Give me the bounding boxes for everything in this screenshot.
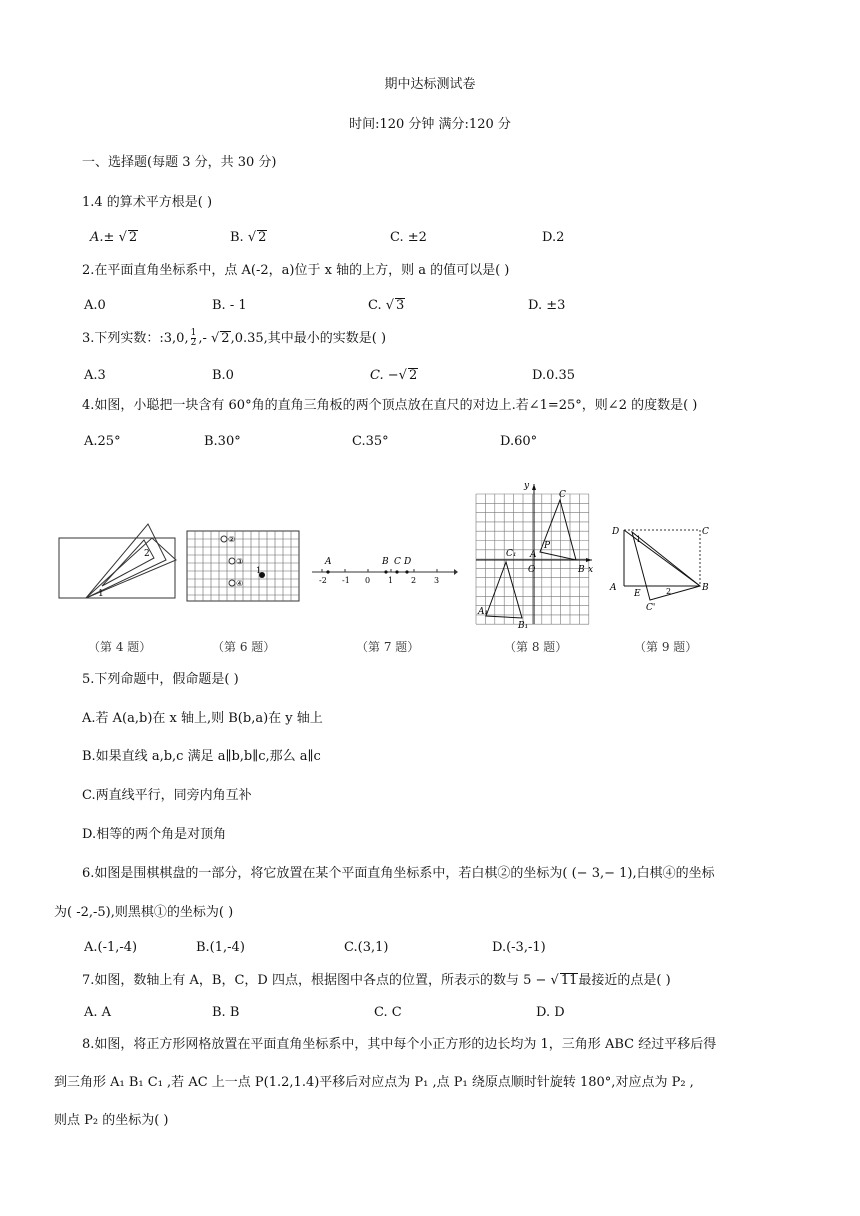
q7-stem: 7.如图，数轴上有 A，B，C，D 四点，根据图中各点的位置，所表示的数与 5 − √ 11最接近的点是( ) bbox=[82, 973, 671, 988]
q7-option-b: B. B bbox=[212, 1005, 240, 1020]
q2-option-d: D. ±3 bbox=[528, 298, 566, 313]
fig7-tick-label: 2 bbox=[411, 576, 417, 585]
fig8-label-p: P bbox=[544, 541, 551, 551]
fig7-tick-label: 3 bbox=[434, 576, 440, 585]
fig9-label-d: D bbox=[612, 527, 620, 537]
q3-option-d: D.0.35 bbox=[532, 368, 576, 383]
fig9-label-c: C bbox=[702, 527, 709, 537]
fig8-label-a1: A₁ bbox=[478, 607, 489, 617]
q2-stem: 2.在平面直角坐标系中，点 A(-2，a)位于 x 轴的上方，则 a 的值可以是( ) bbox=[82, 263, 510, 278]
q3-stem: 3.下列实数：:3,0, $\frac{1}{2}$ ,- √ 2,0.35,其中最小的实数是( ) bbox=[82, 328, 387, 348]
page-subtitle: 时间:120 分钟 满分:120 分 bbox=[349, 117, 511, 132]
fig6-label-2: ② bbox=[228, 535, 236, 544]
q6-line1: 6.如图是围棋棋盘的一部分，将它放置在某个平面直角坐标系中，若白棋②的坐标为( (− 3,− 1),白棋④的坐标 bbox=[82, 866, 715, 881]
q5-option-b: B.如果直线 a,b,c 满足 a∥b,b∥c,那么 a∥c bbox=[82, 749, 321, 764]
fig9-label-e: E bbox=[634, 589, 641, 599]
q3-option-c: C. −√ 2 bbox=[370, 368, 418, 383]
fig8-label-b: B bbox=[578, 565, 585, 575]
figure-4 bbox=[58, 520, 178, 600]
q1-stem: 1.4 的算术平方根是( ) bbox=[82, 195, 213, 210]
fig4-label-1: 1 bbox=[98, 589, 104, 599]
q3-option-a: A.3 bbox=[84, 368, 106, 383]
q7-option-c: C. C bbox=[374, 1005, 402, 1020]
fig4-label-2: 2 bbox=[144, 549, 150, 559]
figure-6 bbox=[186, 530, 300, 602]
q2-option-a: A.0 bbox=[84, 298, 106, 313]
q2-option-b: B. - 1 bbox=[212, 298, 247, 313]
fig7-tick-label: -2 bbox=[319, 576, 327, 585]
q1-option-a: A.± √ 2 bbox=[90, 230, 138, 245]
fig8-label-a: A bbox=[530, 550, 537, 560]
caption-fig9: （第 9 题） bbox=[634, 640, 698, 654]
fig9-label-c-prime: C' bbox=[646, 603, 656, 612]
fig9-label-2: 2 bbox=[666, 587, 672, 596]
q1-option-b: B. √ 2 bbox=[230, 230, 267, 245]
fig7-point-b: B bbox=[382, 557, 389, 567]
q7-option-a: A. A bbox=[84, 1005, 112, 1020]
q4-option-a: A.25° bbox=[84, 434, 121, 449]
fig8-label-c: C bbox=[559, 490, 566, 500]
caption-fig6: （第 6 题） bbox=[212, 640, 276, 654]
q4-option-b: B.30° bbox=[204, 434, 241, 449]
q6-option-c: C.(3,1) bbox=[344, 940, 389, 955]
fig8-label-b1: B₁ bbox=[518, 621, 529, 630]
fig9-label-b: B bbox=[702, 583, 709, 593]
q2-option-c: C. √ 3 bbox=[368, 298, 405, 313]
q1-option-d: D.2 bbox=[542, 230, 565, 245]
fig8-label-c1: C₁ bbox=[506, 549, 517, 559]
q5-stem: 5.下列命题中，假命题是( ) bbox=[82, 672, 239, 687]
q5-option-c: C.两直线平行，同旁内角互补 bbox=[82, 788, 252, 803]
q1-option-c: C. ±2 bbox=[390, 230, 427, 245]
q8-line1: 8.如图，将正方形网格放置在平面直角坐标系中，其中每个小正方形的边长均为 1，三角形 ABC 经过平移后得 bbox=[82, 1037, 717, 1052]
page-title: 期中达标测试卷 bbox=[384, 77, 476, 92]
fig7-tick-label: -1 bbox=[342, 576, 350, 585]
q3-option-b: B.0 bbox=[212, 368, 234, 383]
white-stone-4 bbox=[229, 580, 235, 586]
fig8-label-y: y bbox=[524, 481, 530, 491]
fig9-label-1: 1 bbox=[636, 535, 642, 544]
fig7-tick-label: 1 bbox=[388, 576, 394, 585]
q7-option-d: D. D bbox=[536, 1005, 565, 1020]
fig6-label-3: ③ bbox=[236, 557, 244, 566]
fig8-label-x: x bbox=[588, 565, 594, 575]
section-heading: 一、选择题(每题 3 分，共 30 分) bbox=[82, 155, 277, 170]
fig7-point-d: D bbox=[404, 557, 412, 567]
q6-line2: 为( -2,-5),则黑棋①的坐标为( ) bbox=[54, 905, 234, 920]
fig7-point-a: A bbox=[325, 557, 332, 567]
caption-fig4: （第 4 题） bbox=[88, 640, 152, 654]
caption-fig8: （第 8 题） bbox=[504, 640, 568, 654]
fig6-label-1: 1 bbox=[256, 566, 262, 575]
figure-8 bbox=[466, 480, 600, 630]
q5-option-a: A.若 A(a,b)在 x 轴上,则 B(b,a)在 y 轴上 bbox=[82, 711, 323, 726]
q4-option-d: D.60° bbox=[500, 434, 538, 449]
caption-fig7: （第 7 题） bbox=[356, 640, 420, 654]
q6-option-a: A.(-1,-4) bbox=[84, 940, 138, 955]
white-stone-3 bbox=[229, 558, 235, 564]
fig8-label-o: O bbox=[528, 565, 536, 575]
fig6-label-4: ④ bbox=[236, 579, 244, 588]
q8-line3: 则点 P₂ 的坐标为( ) bbox=[54, 1113, 169, 1128]
q8-line2: 到三角形 A₁ B₁ C₁ ,若 AC 上一点 P(1.2,1.4)平移后对应点为 P₁ ,点 P₁ 绕原点顺时针旋转 180°,对应点为 P₂ , bbox=[54, 1075, 694, 1090]
figure-9 bbox=[606, 522, 716, 612]
q6-option-d: D.(-3,-1) bbox=[492, 940, 546, 955]
figure-7 bbox=[310, 552, 458, 586]
q4-option-c: C.35° bbox=[352, 434, 389, 449]
fig7-tick-label: 0 bbox=[365, 576, 371, 585]
white-stone-2 bbox=[221, 536, 227, 542]
fig7-point-c: C bbox=[394, 557, 401, 567]
q4-stem: 4.如图，小聪把一块含有 60°角的直角三角板的两个顶点放在直尺的对边上.若∠1=25°，则∠2 的度数是( ) bbox=[82, 398, 698, 413]
fig9-label-a: A bbox=[610, 583, 617, 593]
q5-option-d: D.相等的两个角是对顶角 bbox=[82, 827, 227, 842]
q6-option-b: B.(1,-4) bbox=[196, 940, 245, 955]
